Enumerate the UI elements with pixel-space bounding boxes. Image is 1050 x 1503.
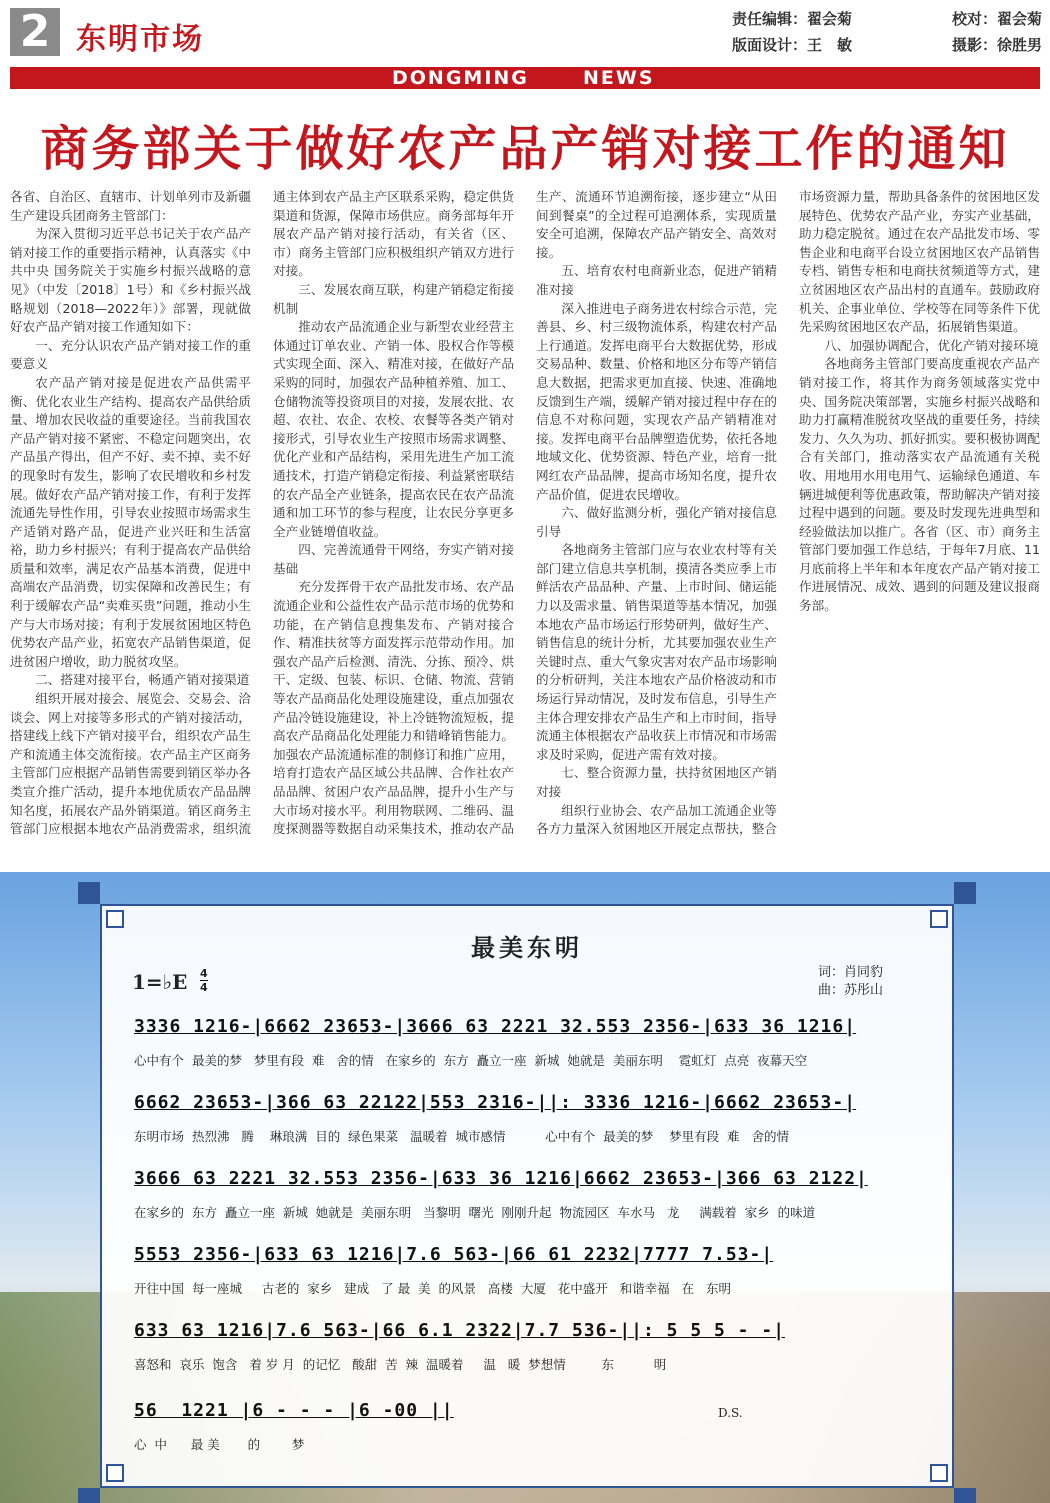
section-heading: 一、充分认识农产品产销对接工作的重要意义: [10, 337, 251, 372]
time-signature: [200, 968, 208, 993]
article-body: [10, 188, 1040, 853]
photographer-credit: 摄影：徐胜男: [951, 36, 1042, 54]
score-line: [134, 1092, 924, 1145]
section-name: 东明市场: [76, 22, 204, 57]
score-line: [134, 1016, 924, 1069]
lyricist: 词：肖同豹: [818, 965, 884, 980]
corner-ornament: [954, 882, 976, 904]
page-header: [0, 0, 1050, 62]
score-notes: 56 1221 |6 - - - |6 -00 ||: [134, 1400, 454, 1421]
score-lyrics: 在家乡的 东方 矗立一座 新城 她就是 美丽东明 当黎明 曙光 刚刚升起 物流园区 车水马 龙 满载着 家乡 的味道: [134, 1205, 816, 1220]
salutation: 各省、自治区、直辖市、计划单列市及新疆生产建设兵团商务主管部门：: [10, 189, 251, 223]
section-heading: 三、发展农商互联，构建产销稳定衔接机制: [273, 281, 514, 316]
score-line: [134, 1168, 924, 1221]
score-notes: 5553 2356-|633 63 1216|7.6 563-|66 61 2232|7777 7.53-|: [134, 1244, 774, 1265]
section-heading: 八、加强协调配合，优化产销对接环境: [824, 337, 1039, 353]
meter-top: 4: [200, 967, 208, 980]
score-notes: 6662 23653-|366 63 22122|553 2316-||: 3336 1216-|6662 23653-|: [134, 1092, 857, 1113]
music-sheet: [100, 904, 954, 1488]
song-authors: [818, 964, 883, 1000]
proofreader-credit: 校对：翟会菊: [951, 10, 1042, 28]
news-banner-right: NEWS: [583, 67, 655, 89]
score-notes: 3336 1216-|6662 23653-|3666 63 2221 32.553 2356-|633 36 1216|: [134, 1016, 857, 1037]
corner-ornament: [930, 1464, 948, 1482]
article-paragraph: 推动农产品流通企业与新型农业经营主体通过订单农业、产销一体、股权合作等模式实现全面、深入、精准对接，在做好产品采购的同时，加强农产品种植养殖、加工、仓储物流等投资项目的对接，发展农批、农超、农社、农企、农校、农餐等各类产销对接形式，引导农业生产按照市场需求调整、优化产业和产品结构，采用先进生产加工流通技术，打造产销稳定衔接、利益紧密联结的农产品全产业链条，提高农民在农产品流通和加工环节的参与程度，让农民分享更多全产业链增值收益。: [273, 319, 514, 539]
section-heading: 二、搭建对接平台，畅通产销对接渠道: [35, 672, 250, 688]
corner-ornament: [78, 882, 100, 904]
section-heading: 七、整合资源力量，扶持贫困地区产销对接: [536, 765, 777, 799]
ds-mark: D.S.: [718, 1406, 743, 1420]
article-paragraph: 为深入贯彻习近平总书记关于农产品产销对接工作的重要指示精神，认真落实《中共中央 国务院关于实施乡村振兴战略的意见》（中发〔2018〕1号）和《乡村振兴战略规划（2018—2022年）》部署，现就做好农产品产销对接工作通知如下：: [10, 226, 251, 335]
score-notes: 3666 63 2221 32.553 2356-|633 36 1216|6662 23653-|366 63 2122|: [134, 1168, 868, 1189]
article-paragraph: 各地商务主管部门要高度重视农产品产销对接工作，将其作为商务领域落实党中央、国务院决策部署，实施乡村振兴战略和助力打赢精准脱贫攻坚战的重要任务，持续发力、久久为功、抓好抓实。要积极协调配合有关部门，推动落实农产品流通有关税收、用地用水用电用气、运输绿色通道、车辆进城便利等优惠政策，帮助解决产销对接过程中遇到的问题。要及时发现先进典型和经验做法加以推广。各省（区、市）商务主管部门要加强工作总结，于每年7月底、11月底前将上半年和本年度农产品产销对接工作进展情况、成效、遇到的问题及建议报商务部。: [799, 356, 1040, 614]
song-panel: [0, 872, 1050, 1503]
article-paragraph: 充分发挥骨干农产品批发市场、农产品流通企业和公益性农产品示范市场的优势和功能，在产销信息搜集发布、产销对接合作、精准扶贫等方面发挥示范带动作用。加强农产品产后检测、清洗、分拣、预冷、烘干、定级、包装、标识、仓储、物流、营销等农产品商品化处理设施建设，重点加强农产品冷链设施建设，补上冷链物流短板，提高农产品商品化处理能力和错峰销售能力。加强农产品流通标准的制修订和推广应用，培育打造农产品区域公共品牌、合作社农产品品牌、贫困户农产品品牌，提升小生产与大市场对接水平。利用物联网、二维码、温度探测器等数据自动采集技术，推动农产品生产、流通环节追溯衔接，逐步建立“从田间到餐桌”的全过程可追溯体系，实现质量安全可追溯，保障农产品产销安全、高效对接。: [273, 189, 777, 837]
editor-credit: 责任编辑：翟会菊: [732, 10, 853, 28]
composer: 曲：苏彤山: [818, 983, 884, 998]
score-lyrics: 开往中国 每一座城 古老的 家乡 建成 了 最 美 的风景 高楼 大厦 花中盛开 和谐幸福 在 东明: [134, 1281, 732, 1296]
article-paragraph: 组织行业协会、农产品加工流通企业等各方力量深入贫困地区开展定点帮扶，整合市场资源力量，帮助具备条件的贫困地区发展特色、优势农产品产业，夯实产业基础，助力稳定脱贫。通过在农产品批发市场、零售企业和电商平台设立贫困地区农产品销售专档、销售专柜和电商扶贫频道等方式，建立贫困地区农产品出村的直通车。鼓励政府机关、企事业单位、学校等在同等条件下优先采购贫困地区农产品，拓展销售渠道。: [536, 189, 1040, 837]
section-heading: 五、培育农村电商新业态，促进产销精准对接: [536, 263, 777, 297]
score-notes: 633 63 1216|7.6 563-|66 6.1 2322|7.7 536-||: 5 5 5 - -|: [134, 1320, 786, 1341]
song-title: 最美东明: [471, 933, 583, 962]
section-heading: 四、完善流通骨干网络，夯实产销对接基础: [273, 542, 514, 576]
score-line: [134, 1400, 924, 1453]
designer-credit: 版面设计：王 敏: [732, 36, 853, 54]
article-paragraph: 各地商务主管部门应与农业农村等有关部门建立信息共享机制，摸清各类应季上市鲜活农产品品种、产量、上市时间、储运能力以及需求量、销售渠道等基本情况，加强本地农产品市场运行形势研判，做好生产、销售信息的统计分析，尤其要加强农业生产关键时点、重大气象灾害对农产品市场影响的分析研判，关注本地农产品价格波动和市场运行异动情况，及时发布信息，引导生产主体合理安排农产品生产和上市时间，指导流通主体根据农产品收获上市情况和市场需求及时采购，促进产需有效对接。: [536, 542, 777, 762]
score-lyrics: 心 中 最 美 的 梦: [134, 1437, 305, 1452]
article-paragraph: 农产品产销对接是促进农产品供需平衡、优化农业生产结构、提高农产品供给质量、增加农民收益的重要途径。当前我国农产品产销对接不紧密、不稳定问题突出，农产品虽产得出，但产不好、卖不掉、卖不好的现象时有发生，影响了农民增收和乡村发展。做好农产品产销对接工作，有利于发挥流通先导性作用，引导农业按照市场需求生产适销对路产品，促进产业兴旺和生活富裕，助力乡村振兴；有利于提高农产品供给质量和效率，满足农产品基本消费，促进中高端农产品消费，切实保障和改善民生；有利于缓解农产品“卖难买贵”问题，推动小生产与大市场对接；有利于发展贫困地区特色优势农产品产业，拓宽农产品销售渠道，促进贫困户增收，助力脱贫攻坚。: [10, 374, 251, 669]
score-line: [134, 1244, 924, 1297]
corner-ornament: [78, 1488, 100, 1503]
credits-row: [732, 6, 1042, 32]
score-line: [134, 1320, 924, 1373]
credits: [732, 6, 1042, 58]
meter-bottom: 4: [200, 981, 208, 994]
score-lyrics: 东明市场 热烈沸 腾 琳琅满 目的 绿色果菜 温暖着 城市感情 心中有个 最美的梦 梦里有段 难 舍的情: [134, 1129, 789, 1144]
corner-ornament: [954, 1488, 976, 1503]
corner-ornament: [930, 910, 948, 928]
credits-row: [732, 32, 1042, 58]
score-lyrics: 心中有个 最美的梦 梦里有段 难 舍的情 在家乡的 东方 矗立一座 新城 她就是 美丽东明 霓虹灯 点亮 夜幕天空: [134, 1053, 808, 1068]
article-title: 商务部关于做好农产品产销对接工作的通知: [40, 121, 1010, 177]
corner-ornament: [106, 1464, 124, 1482]
article-paragraph: 组织开展对接会、展览会、交易会、洽谈会、网上对接等多形式的产销对接活动，搭建线上线下产销对接平台，组织农产品生产和流通主体交流衔接。农产品主产区商务主管部门应根据产品销售需要到销区举办各类宣介推广活动，提升本地优质农产品品牌知名度，拓展农产品外销渠道。销区商务主管部门应根据本地农产品消费需求，组织流通主体到农产品主产区联系采购，稳定供货渠道和货源，保障市场供应。商务部每年开展农产品产销对接行活动，有关省（区、市）商务主管部门应积极组织产销双方进行对接。: [10, 189, 514, 837]
section-heading: 六、做好监测分析，强化产销对接信息引导: [536, 505, 777, 539]
corner-ornament: [106, 910, 124, 928]
news-banner-left: DONGMING: [392, 67, 529, 89]
page-number: 2: [10, 8, 60, 56]
news-banner: [10, 67, 1040, 89]
key-signature: 1=♭E: [132, 970, 188, 994]
article-paragraph: 深入推进电子商务进农村综合示范，完善县、乡、村三级物流体系，构建农村产品上行通道。发挥电商平台大数据优势，形成交易品种、数量、价格和地区分布等产销信息大数据，把需求更加直接、快速、准确地反馈到生产端，缓解产销对接过程中存在的信息不对称问题，实现农产品产销精准对接。发挥电商平台品牌塑造优势，依托各地地域文化、优势资源、特色产业，培育一批网红农产品品牌，提高市场知名度，提升农产品价值，促进农民增收。: [536, 300, 777, 502]
score-lyrics: 喜怒和 哀乐 饱含 着 岁 月 的记忆 酸甜 苦 辣 温暖着 温 暖 梦想情 东 明: [134, 1357, 667, 1372]
